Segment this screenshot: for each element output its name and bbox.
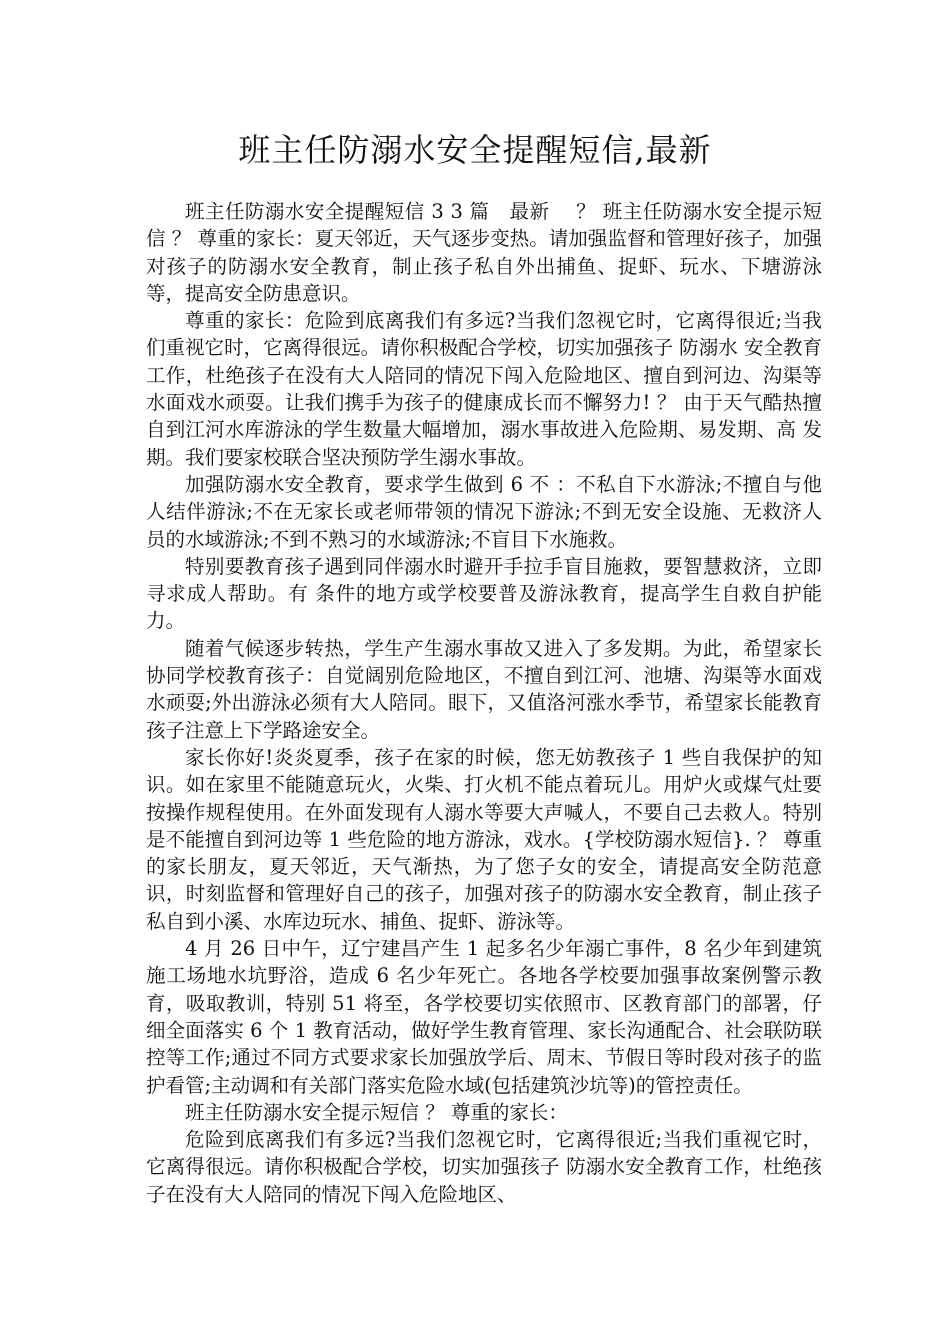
paragraph: 4 月 26 日中午，辽宁建昌产生 1 起多名少年溺亡事件，8 名少年到建筑施工场地水坑野浴，造成 6 名少年死亡。各地各学校要加强事故案例警示教育，吸取教训，特别 51 将至，各学校要切实依照市、区教育部门的部署，仔细全面落实 6 个 1 教育活动，做好学生教育管理、家长沟通配合、社会联防联控等工作;通过不同方式要求家长加强放学后、周末、节假日等时段对孩子的监护看管;主动调和有关部门落实危险水域(包括建筑沙坑等)的管控责任。 bbox=[146, 937, 822, 1097]
document-title: 班主任防溺水安全提醒短信,最新 bbox=[238, 131, 712, 169]
paragraph: 班主任防溺水安全提示短信 ？ 尊重的家长： bbox=[185, 1100, 568, 1124]
paragraph: 班主任防溺水安全提醒短信 3 3 篇 最新 ？ 班主任防溺水安全提示短信 ？ 尊重的家长：夏天邻近，天气逐步变热。请加强监督和管理好孩子，加强对孩子的防溺水安全教育，制止孩子私自外出捕鱼、捉虾、玩水、下塘游泳等，提高安全防患意识。 bbox=[146, 200, 822, 305]
paragraph: 随着气候逐步转热，学生产生溺水事故又进入了多发期。为此，希望家长协同学校教育孩子：自觉阔别危险地区，不擅自到江河、池塘、沟渠等水面戏水顽耍;外出游泳必须有大人陪同。眼下，又值洛河涨水季节，希望家长能教育孩子注意上下学路途安全。 bbox=[146, 636, 822, 742]
paragraph: 危险到底离我们有多远?当我们忽视它时，它离得很近;当我们重视它时，它离得很远。请你积极配合学校，切实加强孩子 防溺水安全教育工作，杜绝孩子在没有大人陪同的情况下闯入危险地区、 bbox=[146, 1128, 822, 1206]
paragraph: 加强防溺水安全教育，要求学生做到 6 不 ：不私自下水游泳;不擅自与他人结伴游泳;不在无家长或老师带领的情况下游泳;不到无安全设施、无救济人员的水域游泳;不到不熟习的水域游泳;不盲目下水施救。 bbox=[146, 472, 822, 551]
document-body bbox=[146, 198, 822, 1208]
paragraph: 尊重的家长：危险到底离我们有多远?当我们忽视它时，它离得很近;当我们重视它时，它离得很远。请你积极配合学校，切实加强孩子 防溺水 安全教育工作，杜绝孩子在没有大人陪同的情况下闯入危险地区、擅自到河边、沟渠等水面戏水顽耍。让我们携手为孩子的健康成长而不懈努力! ？ 由于天气酷热擅自到江河水库游泳的学生数量大幅增加，溺水事故进入危险期、易发期、高 发期。我们要家校联合坚决预防学生溺水事故。 bbox=[146, 309, 822, 469]
paragraph: 家长你好!炎炎夏季，孩子在家的时候，您无妨教孩子 1 些自我保护的知识。如在家里不能随意玩火，火柴、打火机不能点着玩儿。用炉火或煤气灶要按操作规程使用。在外面发现有人溺水等要大声喊人，不要自己去救人。特别是不能擅自到河边等 1 些危险的地方游泳，戏水。{学校防溺水短信}. ？ 尊重的家长朋友，夏天邻近，天气渐热，为了您子女的安全，请提高安全防范意识，时刻监督和管理好自己的孩子，加强对孩子的防溺水安全教育，制止孩子私自到小溪、水库边玩水、捕鱼、捉虾、游泳等。 bbox=[146, 745, 822, 933]
paragraph: 特别要教育孩子遇到同伴溺水时避开手拉手盲目施救，要智慧救济，立即寻求成人帮助。有 条件的地方或学校要普及游泳教育，提高学生自救自护能力。 bbox=[146, 554, 822, 633]
